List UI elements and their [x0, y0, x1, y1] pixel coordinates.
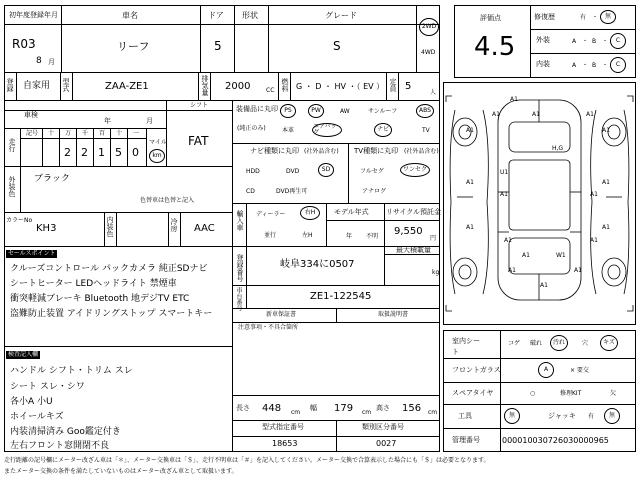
mileage-digit: 2	[64, 146, 71, 159]
damage-mark: W1	[556, 252, 566, 259]
interior-grade-c: C	[610, 57, 626, 73]
height-label: 高さ	[376, 404, 390, 412]
damage-mark: A1	[574, 267, 582, 274]
equip-aw: AW	[340, 108, 350, 115]
seat-label: 室内シート	[452, 337, 480, 356]
mileage-digit: 0	[132, 146, 139, 159]
drive-2wd-circle	[419, 18, 439, 36]
damage-mark: A1	[466, 224, 474, 231]
cc-unit: CC	[266, 87, 275, 94]
recycle-yen: 円	[430, 235, 437, 242]
type-value: ZAA-ZE1	[105, 81, 149, 92]
import-right-hand: 右H	[300, 206, 320, 220]
mgmt-label: 管理番号	[452, 436, 480, 444]
score-label: 評価点	[480, 14, 501, 22]
width-value: 179	[334, 403, 354, 414]
glass-label: フロントガラス	[452, 366, 501, 374]
navi-type-title: ナビ種類に丸印	[250, 147, 299, 155]
inspector-line: 内装清掃済み Goo鑑定付き	[10, 427, 121, 437]
damage-mark: A1	[522, 252, 530, 259]
exterior-grade-c: C	[610, 33, 626, 49]
place-100: 百	[99, 130, 106, 137]
selling-point-line: シートヒーター LEDヘッドライト 禁煙車	[10, 279, 177, 289]
shape-label: 形状	[242, 11, 258, 20]
equip-tv: TV	[422, 127, 430, 134]
plate-value: 岐阜334に0507	[280, 259, 355, 270]
interior-color-label: 内装色	[106, 216, 114, 237]
color-no-label: カラーNo	[6, 217, 33, 224]
import-parallel: 並行	[264, 232, 277, 239]
door-count: 5	[214, 39, 222, 53]
shift-label: シフト	[190, 102, 209, 109]
equip-sunroof: サンルーフ	[368, 108, 398, 115]
exterior-color-value: ブラック	[34, 174, 70, 184]
grade-label: グレード	[325, 11, 357, 20]
fuel-value: G ・ D ・ HV ・（ EV ）	[296, 82, 385, 91]
width-unit: cm	[362, 409, 372, 416]
class-value: 0027	[376, 439, 397, 448]
repair-label: 修復歴	[534, 13, 555, 21]
footer-note-2: またメーター交換の条件を満たしていないものはメーター改ざん車として取扱います。	[4, 468, 238, 475]
exterior-grade-a: A	[572, 38, 577, 45]
inspector-tag: 検査記入欄	[8, 351, 39, 358]
unit-mile: マイル	[149, 139, 167, 146]
spare-kit: 修理KIT	[560, 390, 582, 397]
model-year-label: モデル年式	[334, 208, 369, 216]
damage-mark: A1	[492, 111, 500, 118]
tool-label: 工具	[458, 412, 472, 420]
manual-label: 取扱説明書	[378, 311, 409, 318]
plate-type-label: 登録	[6, 78, 14, 92]
mileage-digit: 2	[81, 146, 88, 159]
place-100k: 十	[48, 130, 55, 137]
max-load-unit: kg	[432, 269, 440, 276]
exterior-grade-b: B	[592, 38, 597, 45]
shift-value: FAT	[188, 134, 209, 148]
drive-2wd: 2WD	[421, 23, 437, 30]
exterior-grade-label: 外装	[536, 36, 550, 44]
ac-label: 冷房	[170, 218, 178, 232]
interior-grade-a: A	[572, 62, 577, 69]
reg-year: R03	[12, 37, 36, 51]
height-value: 156	[402, 403, 422, 414]
notes-label: 注意事項・不具合箇所	[238, 324, 299, 331]
damage-mark: A1	[590, 237, 598, 244]
mileage-digit: 1	[98, 146, 105, 159]
grade-value: S	[333, 39, 341, 53]
damage-mark: A1	[540, 282, 548, 289]
color-no-value: KH3	[36, 223, 57, 234]
inspection-label: 車検	[24, 111, 38, 119]
exterior-color-note: 色替車は色替と記入	[140, 197, 195, 204]
tv-oneseg: ワンセグ	[400, 163, 430, 177]
chassis-label: 車台番号	[235, 287, 242, 311]
place-10: 十	[116, 130, 123, 137]
interior-dot: ・	[602, 62, 609, 69]
length-value: 448	[262, 403, 282, 414]
damage-mark: H,G	[552, 145, 564, 152]
inspector-line: シート スレ・シワ	[10, 382, 85, 392]
seat-yogore: 汚れ	[550, 335, 568, 351]
inspection-year: 年	[104, 117, 111, 125]
damage-mark: A1	[500, 191, 508, 198]
reg-month: 8	[36, 56, 42, 66]
equipment-subtitle: (純正のみ)	[237, 125, 266, 132]
equip-navi: ナビ	[374, 123, 392, 137]
type-label: 型式	[62, 78, 70, 92]
exterior-color-label: 外装色	[8, 176, 16, 197]
import-dealer: ディーラー	[256, 211, 286, 218]
displacement-value: 2000	[225, 81, 251, 92]
exterior-dot: ・	[582, 38, 589, 45]
chassis-value: ZE1-122545	[310, 291, 372, 302]
exterior-dot: ・	[602, 38, 609, 45]
inspector-line: 各小A 小U	[10, 397, 53, 407]
damage-mark: A1	[504, 237, 512, 244]
damage-mark: A1	[466, 127, 474, 134]
navi-dvd-play: DVD再生可	[276, 188, 308, 195]
tv-fullseg: フルセグ	[360, 168, 384, 175]
damage-mark: A1	[602, 127, 610, 134]
score-value: 4.5	[474, 32, 516, 62]
interior-grade-label: 内装	[536, 60, 550, 68]
spare-present: ○	[530, 390, 536, 397]
mgmt-value: 000010030726030000965	[502, 436, 609, 445]
import-label: 輸入車	[236, 210, 244, 231]
footer-note-1: 走行距離の記号欄にメーター改ざん車は「＊」、メーター交換車は「＄」、走行不明車は「＃」を記入してください。メーター交換で合算表示した場合にも「＄」は必要となります。	[4, 457, 490, 464]
interior-dot: ・	[582, 62, 589, 69]
width-label: 幅	[310, 404, 317, 412]
type-cert-label: 型式指定番号	[262, 423, 304, 431]
jack-yes: 有	[588, 413, 595, 420]
selling-point-line: 盗難防止装置 アイドリングストップ スマートキー	[10, 309, 213, 319]
seat-koge: コゲ	[508, 340, 521, 347]
model-year-unit: 年	[346, 233, 353, 240]
glass-replace: × 要交	[570, 367, 589, 374]
inspection-month: 月	[146, 117, 153, 125]
spare-label: スペアタイヤ	[452, 389, 494, 397]
height-unit: cm	[428, 409, 438, 416]
use-value: 自家用	[23, 81, 51, 91]
jack-none: 無	[604, 408, 620, 424]
plate-label: 登録番号	[236, 254, 244, 282]
equip-abs: ABS	[416, 104, 434, 118]
damage-mark: A1	[510, 96, 518, 103]
mileage-digit: 5	[115, 146, 122, 159]
unit-km: km	[152, 152, 162, 159]
capacity-label: 定員	[389, 78, 397, 92]
length-unit: cm	[291, 409, 301, 416]
seat-kizu: キズ	[600, 335, 618, 351]
place-10k: 万	[65, 130, 72, 137]
inspector-line: ホイールキズ	[10, 412, 64, 422]
class-label: 類別区分番号	[362, 423, 404, 431]
drive-4wd: 4WD	[421, 49, 436, 56]
seat-ana: 穴	[582, 340, 589, 347]
selling-point-line: 衝突軽減ブレーキ Bluetooth 地デジTV ETC	[10, 294, 190, 304]
jack-label: ジャッキ	[548, 412, 576, 420]
glass-a: A	[538, 362, 554, 378]
damage-mark: A1	[602, 224, 610, 231]
damage-mark: A1	[532, 111, 540, 118]
ac-value: AAC	[194, 223, 215, 234]
navi-sd: SD	[318, 163, 334, 177]
fuel-label: 燃料	[281, 78, 289, 92]
inspector-line: ハンドル シフト・トリム スレ	[10, 366, 133, 376]
equip-leather: 本革	[282, 127, 295, 134]
type-cert-value: 18653	[272, 439, 298, 448]
mileage-label: 走行	[8, 138, 16, 152]
equip-pw: PW	[308, 104, 324, 118]
place-1: 一	[133, 130, 140, 137]
navi-type-sub: (社外品含む)	[304, 148, 339, 155]
navi-dvd: DVD	[286, 168, 300, 175]
repair-no: 無	[600, 10, 616, 24]
reg-date-label: 初年度登録年月	[9, 11, 58, 19]
selling-points-tag: セールスポイント	[8, 250, 56, 257]
damage-mark: U1	[500, 169, 509, 176]
damage-mark: A1	[508, 267, 516, 274]
length-label: 長さ	[236, 404, 250, 412]
max-load-label: 最大積載量	[396, 246, 431, 254]
damage-mark: A1	[586, 111, 594, 118]
damage-mark: A1	[602, 179, 610, 186]
unit-km-circle	[149, 149, 165, 163]
warranty-label: 新車保証書	[266, 311, 297, 318]
model-year-unknown: 不明	[366, 233, 379, 240]
equip-ps: PS	[280, 104, 296, 118]
model-label: 車名	[122, 11, 138, 20]
damage-mark: A1	[466, 179, 474, 186]
interior-grade-b: B	[592, 62, 597, 69]
recycle-label: リサイクル預託金	[386, 208, 442, 216]
tv-analog: アナログ	[362, 188, 387, 195]
equipment-title: 装備品に丸印	[236, 105, 278, 113]
record-label: 記号	[26, 130, 39, 137]
import-left-hand: 左H	[302, 232, 313, 239]
spare-none: 欠	[610, 390, 617, 397]
tool-value: 無	[504, 408, 520, 424]
place-1k: 千	[82, 130, 89, 137]
person-unit: 人	[430, 89, 437, 96]
seat-yabure: 破れ	[530, 340, 543, 347]
navi-cd: CD	[246, 188, 255, 195]
door-label: ドア	[208, 11, 224, 20]
repair-yes: 有	[580, 14, 587, 21]
inspector-line: 左右フロント窓開閉不良	[10, 441, 110, 451]
recycle-value: 9,550	[394, 226, 423, 237]
navi-hdd: HDD	[246, 168, 260, 175]
model-name: リーフ	[117, 40, 150, 53]
tv-type-sub: (社外品含む)	[404, 148, 439, 155]
tv-type-title: TV種類に丸印	[354, 147, 399, 155]
equip-airbag: エアバッグ	[312, 123, 342, 137]
displacement-label: 排気量	[201, 75, 209, 96]
repair-sep: ・	[592, 14, 599, 21]
reg-month-unit: 月	[48, 58, 55, 66]
capacity-value: 5	[405, 81, 412, 92]
selling-point-line: クルーズコントロール パックカメラ 純正SDナビ	[10, 264, 208, 274]
damage-mark: A1	[590, 191, 598, 198]
